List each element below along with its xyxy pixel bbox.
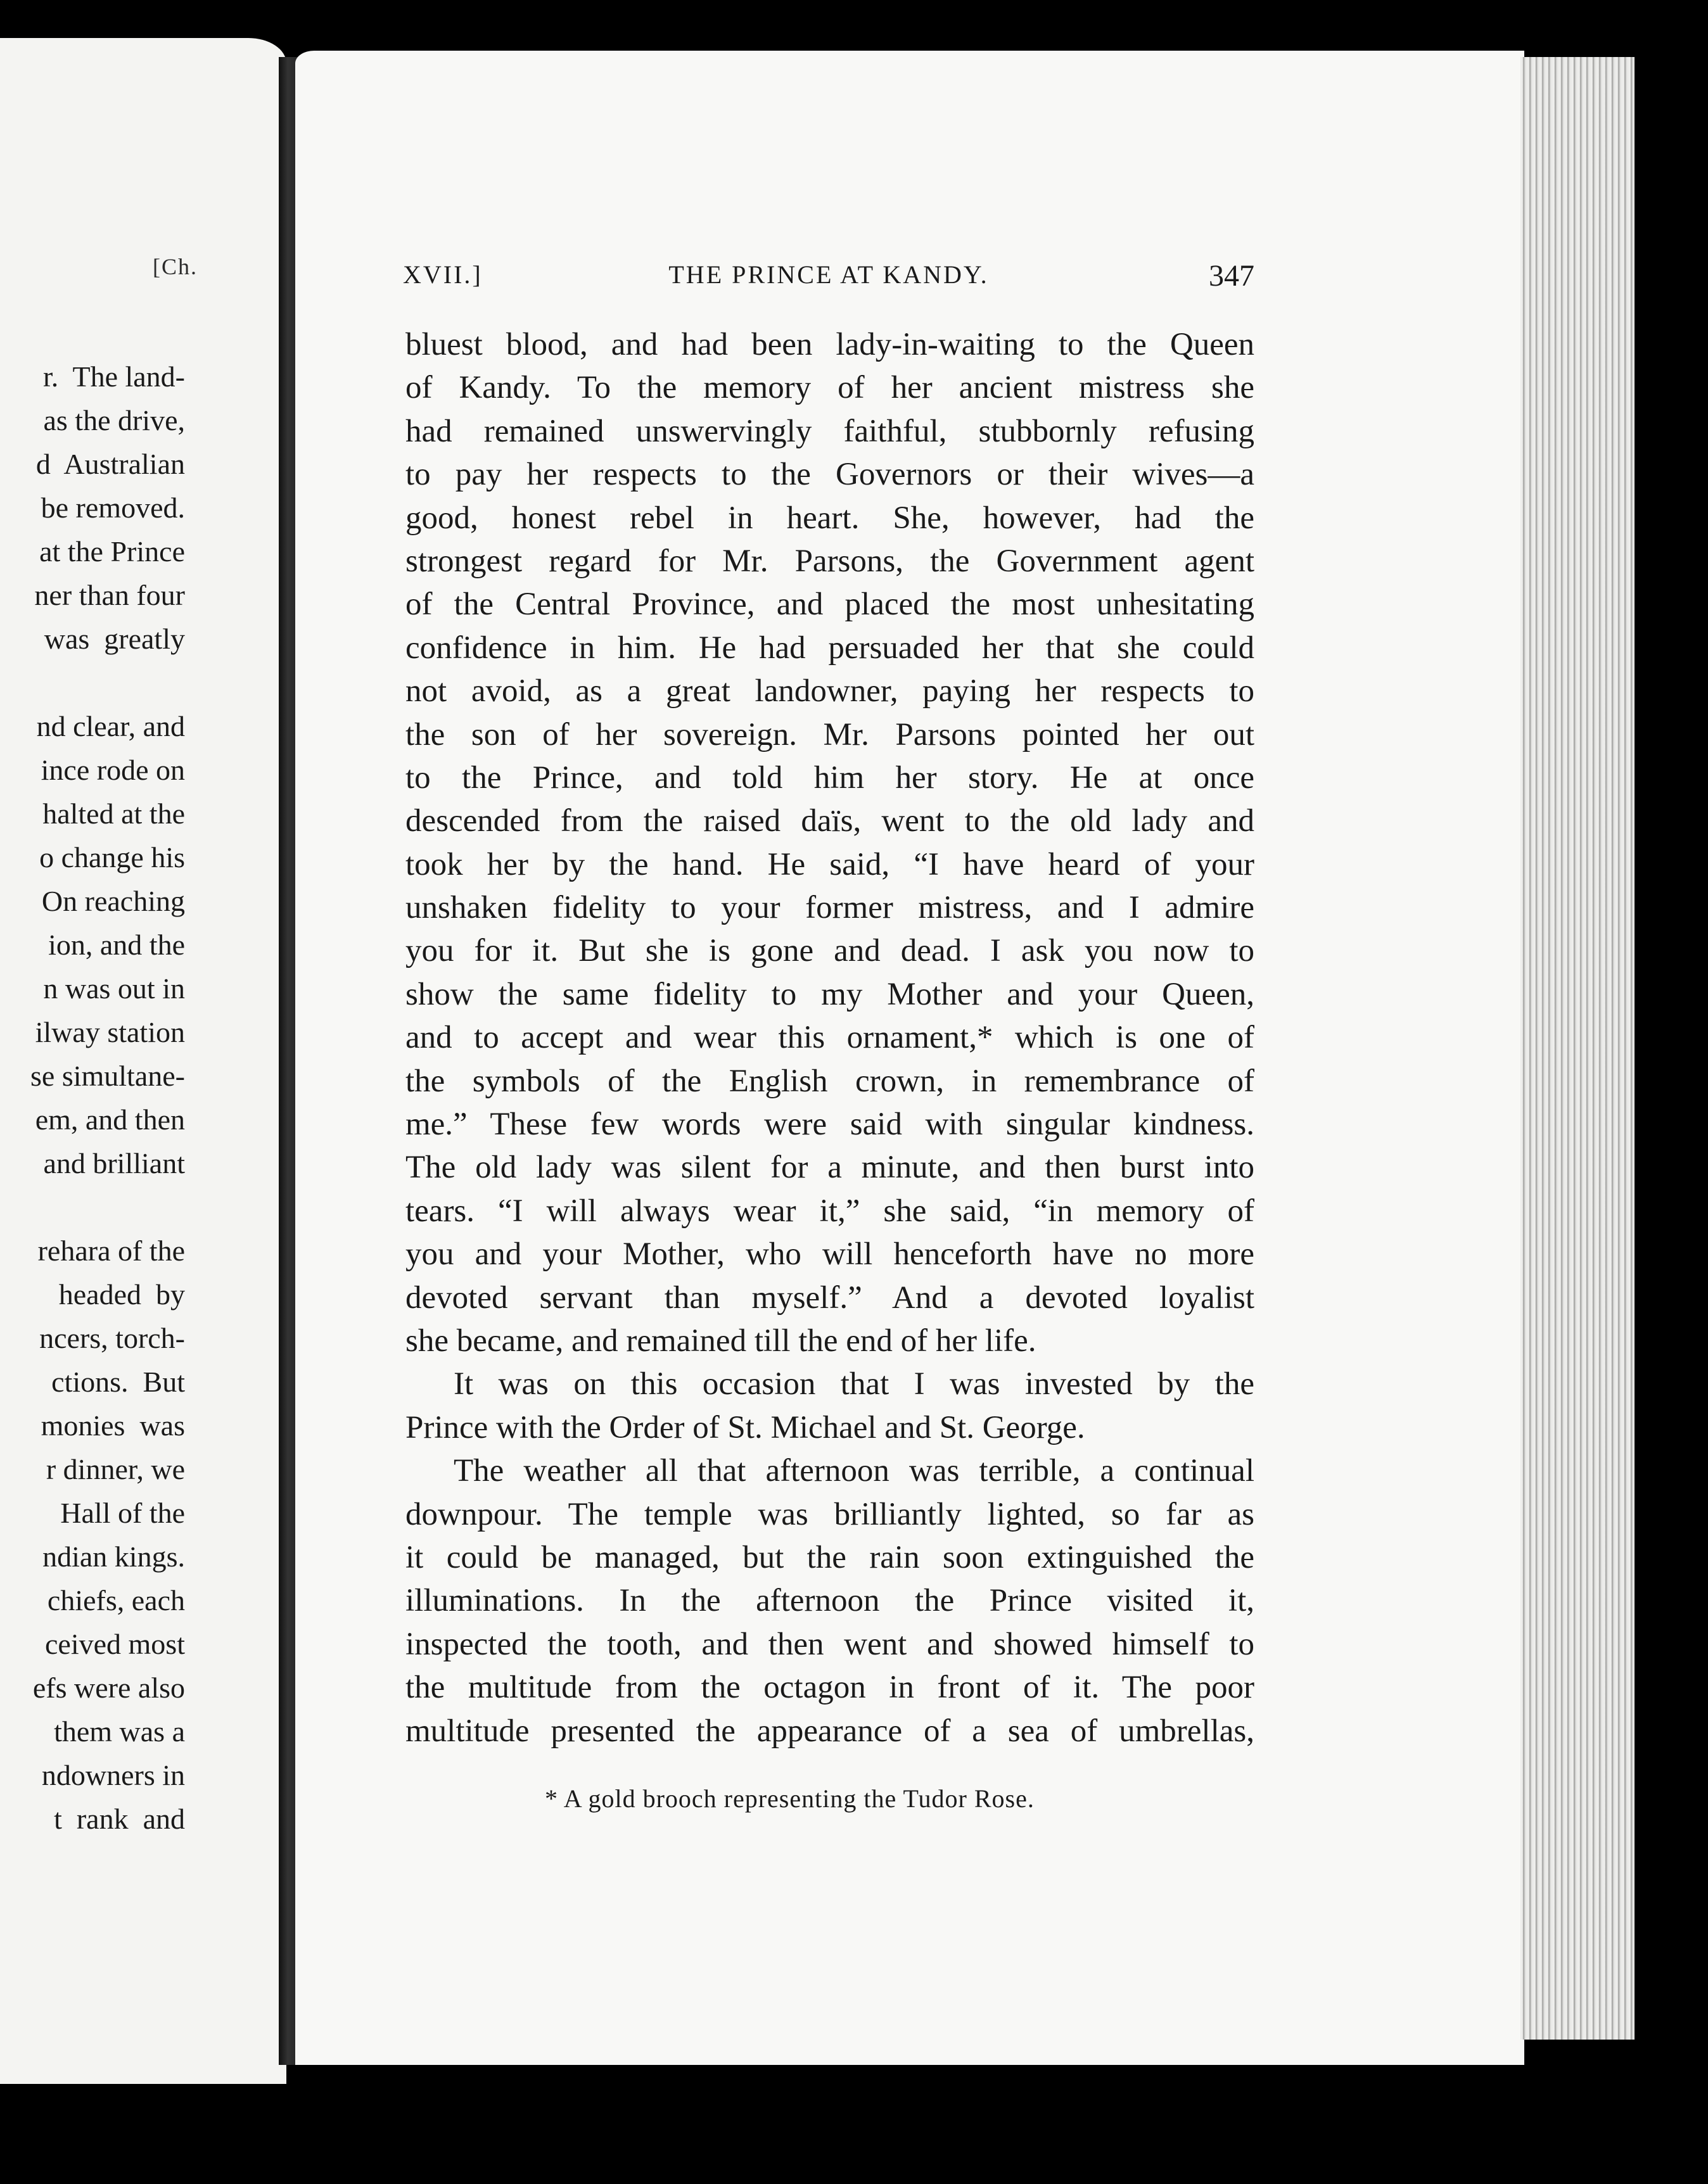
left-page-line: ndian kings. <box>42 1540 185 1573</box>
text-line: tears. “I will always wear it,” she said, “in memory of <box>405 1193 1254 1229</box>
left-page-line: se simultane- <box>30 1060 185 1092</box>
text-line: confidence in him. He had persuaded her that she could <box>405 630 1254 666</box>
left-page-line: r dinner, we <box>46 1453 185 1485</box>
text-line: you and your Mother, who will henceforth have no more <box>405 1236 1254 1273</box>
left-page-line: ion, and the <box>48 929 185 961</box>
text-line: to pay her respects to the Governors or their wives—a <box>405 457 1254 493</box>
text-line: bluest blood, and had been lady-in-waiting to the Queen <box>405 327 1254 362</box>
left-page-line: n was out in <box>43 972 185 1005</box>
left-page-line: at the Prince <box>39 535 185 568</box>
text-line: show the same fidelity to my Mother and your Queen, <box>405 976 1254 1012</box>
left-page-line: ince rode on <box>41 754 185 786</box>
text-line: the multitude from the octagon in front of it. The poor <box>405 1670 1254 1706</box>
left-page-line: halted at the <box>42 797 185 830</box>
text-line: took her by the hand. He said, “I have heard of your <box>405 846 1254 882</box>
text-line: and to accept and wear this ornament,* which is one of <box>405 1020 1254 1056</box>
left-page-line: as the drive, <box>43 404 185 436</box>
left-page-line: ctions. But <box>51 1366 185 1398</box>
text-line: strongest regard for Mr. Parsons, the Government agent <box>405 543 1254 579</box>
text-line: devoted servant than myself.” And a devoted loyalist <box>405 1279 1254 1316</box>
left-page-line: ner than four <box>34 579 185 611</box>
left-page-header: [Ch. <box>153 254 198 279</box>
text-line: inspected the tooth, and then went and showed himself to <box>405 1626 1254 1662</box>
left-page-line: chiefs, each <box>47 1584 185 1616</box>
text-line: had remained unswervingly faithful, stubbornly refusing <box>405 413 1254 449</box>
text-line: descended from the raised daïs, went to the old lady and <box>405 803 1254 839</box>
left-page-line: them was a <box>54 1715 185 1748</box>
text-line: unshaken fidelity to your former mistress, and I admire <box>405 890 1254 926</box>
text-line: she became, and remained till the end of her life. <box>405 1323 1036 1359</box>
left-page-line: rehara of the <box>37 1235 185 1267</box>
text-line: multitude presented the appearance of a sea of umbrellas, <box>405 1713 1254 1749</box>
text-line: to the Prince, and told him her story. He at once <box>405 759 1254 796</box>
chapter-marker: XVII.] <box>403 260 483 289</box>
left-page-line: ceived most <box>45 1628 185 1660</box>
left-page-text <box>30 355 185 1841</box>
left-page-line: r. The land- <box>43 360 185 393</box>
left-page-line: nd clear, and <box>36 710 185 742</box>
footnote: * A gold brooch representing the Tudor Rose. <box>545 1784 1035 1813</box>
page-edges <box>1520 57 1635 2040</box>
text-line: not avoid, as a great landowner, paying her respects to <box>405 673 1254 709</box>
text-line: The old lady was silent for a minute, and then burst into <box>405 1150 1254 1186</box>
text-line: the symbols of the English crown, in remembrance of <box>405 1063 1254 1099</box>
text-line: downpour. The temple was brilliantly lighted, so far as <box>405 1496 1254 1532</box>
left-page-line: was greatly <box>44 623 185 655</box>
left-page-line: and brilliant <box>43 1147 185 1179</box>
left-page-line: headed by <box>58 1278 185 1311</box>
left-page-line: ndowners in <box>41 1759 185 1791</box>
left-page-line: monies was <box>41 1409 185 1442</box>
text-line: It was on this occasion that I was invested by the <box>454 1366 1254 1402</box>
left-page-line: em, and then <box>35 1103 185 1136</box>
body-text <box>405 323 1254 1753</box>
left-page-line: efs were also <box>32 1672 185 1704</box>
text-line: good, honest rebel in heart. She, however, had the <box>405 500 1254 536</box>
text-line: you for it. But she is gone and dead. I ask you now to <box>405 933 1254 969</box>
text-line: the son of her sovereign. Mr. Parsons pointed her out <box>405 716 1254 752</box>
left-page-line: Hall of the <box>60 1497 185 1529</box>
left-page-line: t rank and <box>54 1803 185 1835</box>
left-page-line: o change his <box>39 841 185 873</box>
text-line: of the Central Province, and placed the most unhesitating <box>405 587 1254 623</box>
text-line: The weather all that afternoon was terrible, a continual <box>454 1453 1254 1489</box>
left-page <box>0 38 286 2084</box>
left-page-line: d Australian <box>35 448 185 480</box>
text-line: me.” These few words were said with singular kindness. <box>405 1107 1254 1143</box>
text-line: illuminations. In the afternoon the Prince visited it, <box>405 1583 1254 1619</box>
page-number: 347 <box>1209 259 1254 293</box>
text-line: it could be managed, but the rain soon extinguished the <box>405 1539 1254 1575</box>
text-line: Prince with the Order of St. Michael and St. George. <box>405 1409 1085 1445</box>
left-page-line: ncers, torch- <box>39 1322 185 1354</box>
running-title: THE PRINCE AT KANDY. <box>668 260 989 289</box>
left-page-line: On reaching <box>41 885 185 917</box>
left-page-line: be removed. <box>41 492 185 524</box>
left-page-line <box>30 661 185 704</box>
text-line: of Kandy. To the memory of her ancient mistress she <box>405 370 1254 406</box>
left-page-line <box>30 1185 185 1229</box>
left-page-line: ilway station <box>35 1016 185 1048</box>
